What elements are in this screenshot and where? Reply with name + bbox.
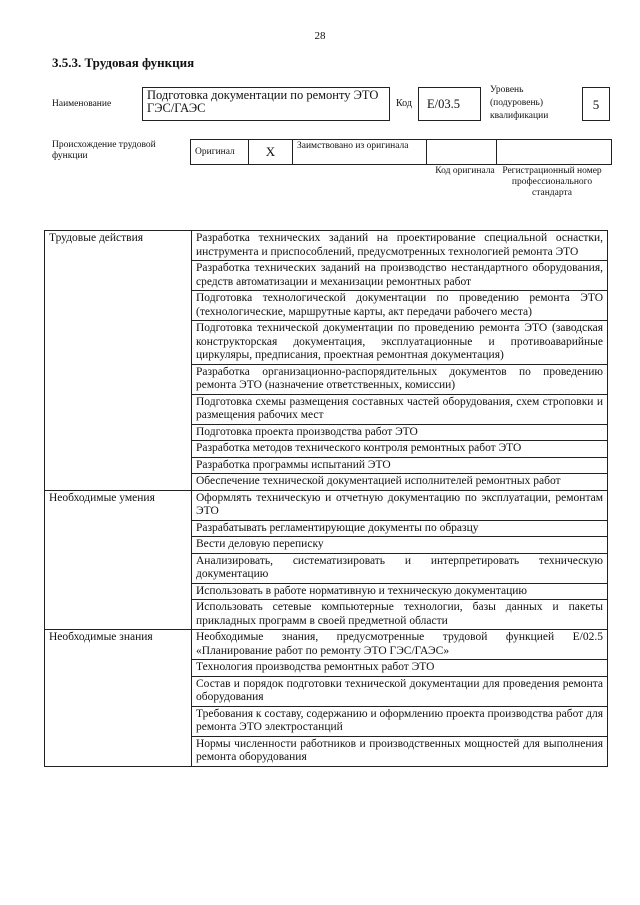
- category-cell: Необходимые умения: [45, 490, 192, 630]
- origin-label: Происхождение трудовой функции: [52, 140, 156, 161]
- item-cell: Разработка методов технического контроля ремонтных работ ЭТО: [192, 441, 608, 458]
- name-label: Наименование: [52, 99, 112, 109]
- item-cell: Использовать в работе нормативную и техническую документацию: [192, 583, 608, 600]
- reg-number-cell: [497, 140, 611, 164]
- item-cell: Разработка технических заданий на производство нестандартного оборудования, средств автоматизации и механизации ремонтных работ: [192, 261, 608, 291]
- origin-code-cell: [427, 140, 497, 164]
- table-row: [45, 490, 608, 520]
- table-row: [45, 630, 608, 660]
- item-cell: Подготовка проекта производства работ ЭТО: [192, 424, 608, 441]
- item-cell: Обеспечение технической документацией исполнителей ремонтных работ: [192, 474, 608, 491]
- qualification-level-label: Уровень (подуровень) квалификации: [490, 85, 549, 121]
- table-row: [45, 231, 608, 261]
- item-cell: Подготовка схемы размещения составных частей оборудования, схем строповки и размещения рабочих мест: [192, 394, 608, 424]
- item-cell: Необходимые знания, предусмотренные трудовой функцией E/02.5 «Планирование работ по ремонту ЭТО ГЭС/ГАЭС»: [192, 630, 608, 660]
- function-name-box: Подготовка документации по ремонту ЭТО ГЭС/ГАЭС: [142, 87, 390, 121]
- original-mark-cell: X: [249, 140, 293, 164]
- code-box: E/03.5: [418, 87, 481, 121]
- item-cell: Анализировать, систематизировать и интерпретировать техническую документацию: [192, 553, 608, 583]
- reg-number-caption: Регистрационный номер профессионального стандарта: [502, 166, 602, 198]
- item-cell: Разработка организационно-распорядительных документов по проведению ремонта ЭТО (назначение ответственных, комиссии): [192, 364, 608, 394]
- item-cell: Использовать сетевые компьютерные технологии, базы данных и пакеты прикладных программ в своей предметной области: [192, 600, 608, 630]
- page-number: 28: [314, 30, 326, 42]
- original-cell: Оригинал: [191, 140, 249, 164]
- code-label: Код: [396, 98, 412, 109]
- item-cell: Подготовка технологической документации по проведению ремонта ЭТО (технологические, маршрутные карты, акт передачи рабочего места): [192, 291, 608, 321]
- item-cell: Разработка программы испытаний ЭТО: [192, 457, 608, 474]
- item-cell: Разработка технических заданий на проектирование специальной оснастки, инструмента и приспособлений, предусмотренных технологией ремонта ЭТО: [192, 231, 608, 261]
- category-cell: Необходимые знания: [45, 630, 192, 767]
- item-cell: Состав и порядок подготовки технической документации для проведения ремонта оборудования: [192, 676, 608, 706]
- borrowed-cell: Заимствовано из оригинала: [293, 140, 427, 164]
- item-cell: Оформлять техническую и отчетную документацию по эксплуатации, ремонтам ЭТО: [192, 490, 608, 520]
- section-title: 3.5.3. Трудовая функция: [52, 55, 195, 70]
- labor-function-table: [44, 230, 608, 767]
- category-cell: Трудовые действия: [45, 231, 192, 491]
- item-cell: Требования к составу, содержанию и оформлению проекта производства работ для ремонта ЭТО электростанций: [192, 706, 608, 736]
- item-cell: Вести деловую переписку: [192, 537, 608, 554]
- item-cell: Подготовка технической документации по проведению ремонта ЭТО (заводская конструкторская документация, эксплуатационные и противоаварийные циркуляры, предписания, проектная ремонтная документация): [192, 321, 608, 365]
- item-cell: Нормы численности работников и производственных мощностей для выполнения ремонта оборудования: [192, 736, 608, 766]
- item-cell: Разрабатывать регламентирующие документы по образцу: [192, 520, 608, 537]
- origin-row: [190, 139, 612, 165]
- origin-code-caption: Код оригинала: [435, 166, 495, 176]
- item-cell: Технология производства ремонтных работ ЭТО: [192, 660, 608, 677]
- qualification-level-box: 5: [582, 87, 610, 121]
